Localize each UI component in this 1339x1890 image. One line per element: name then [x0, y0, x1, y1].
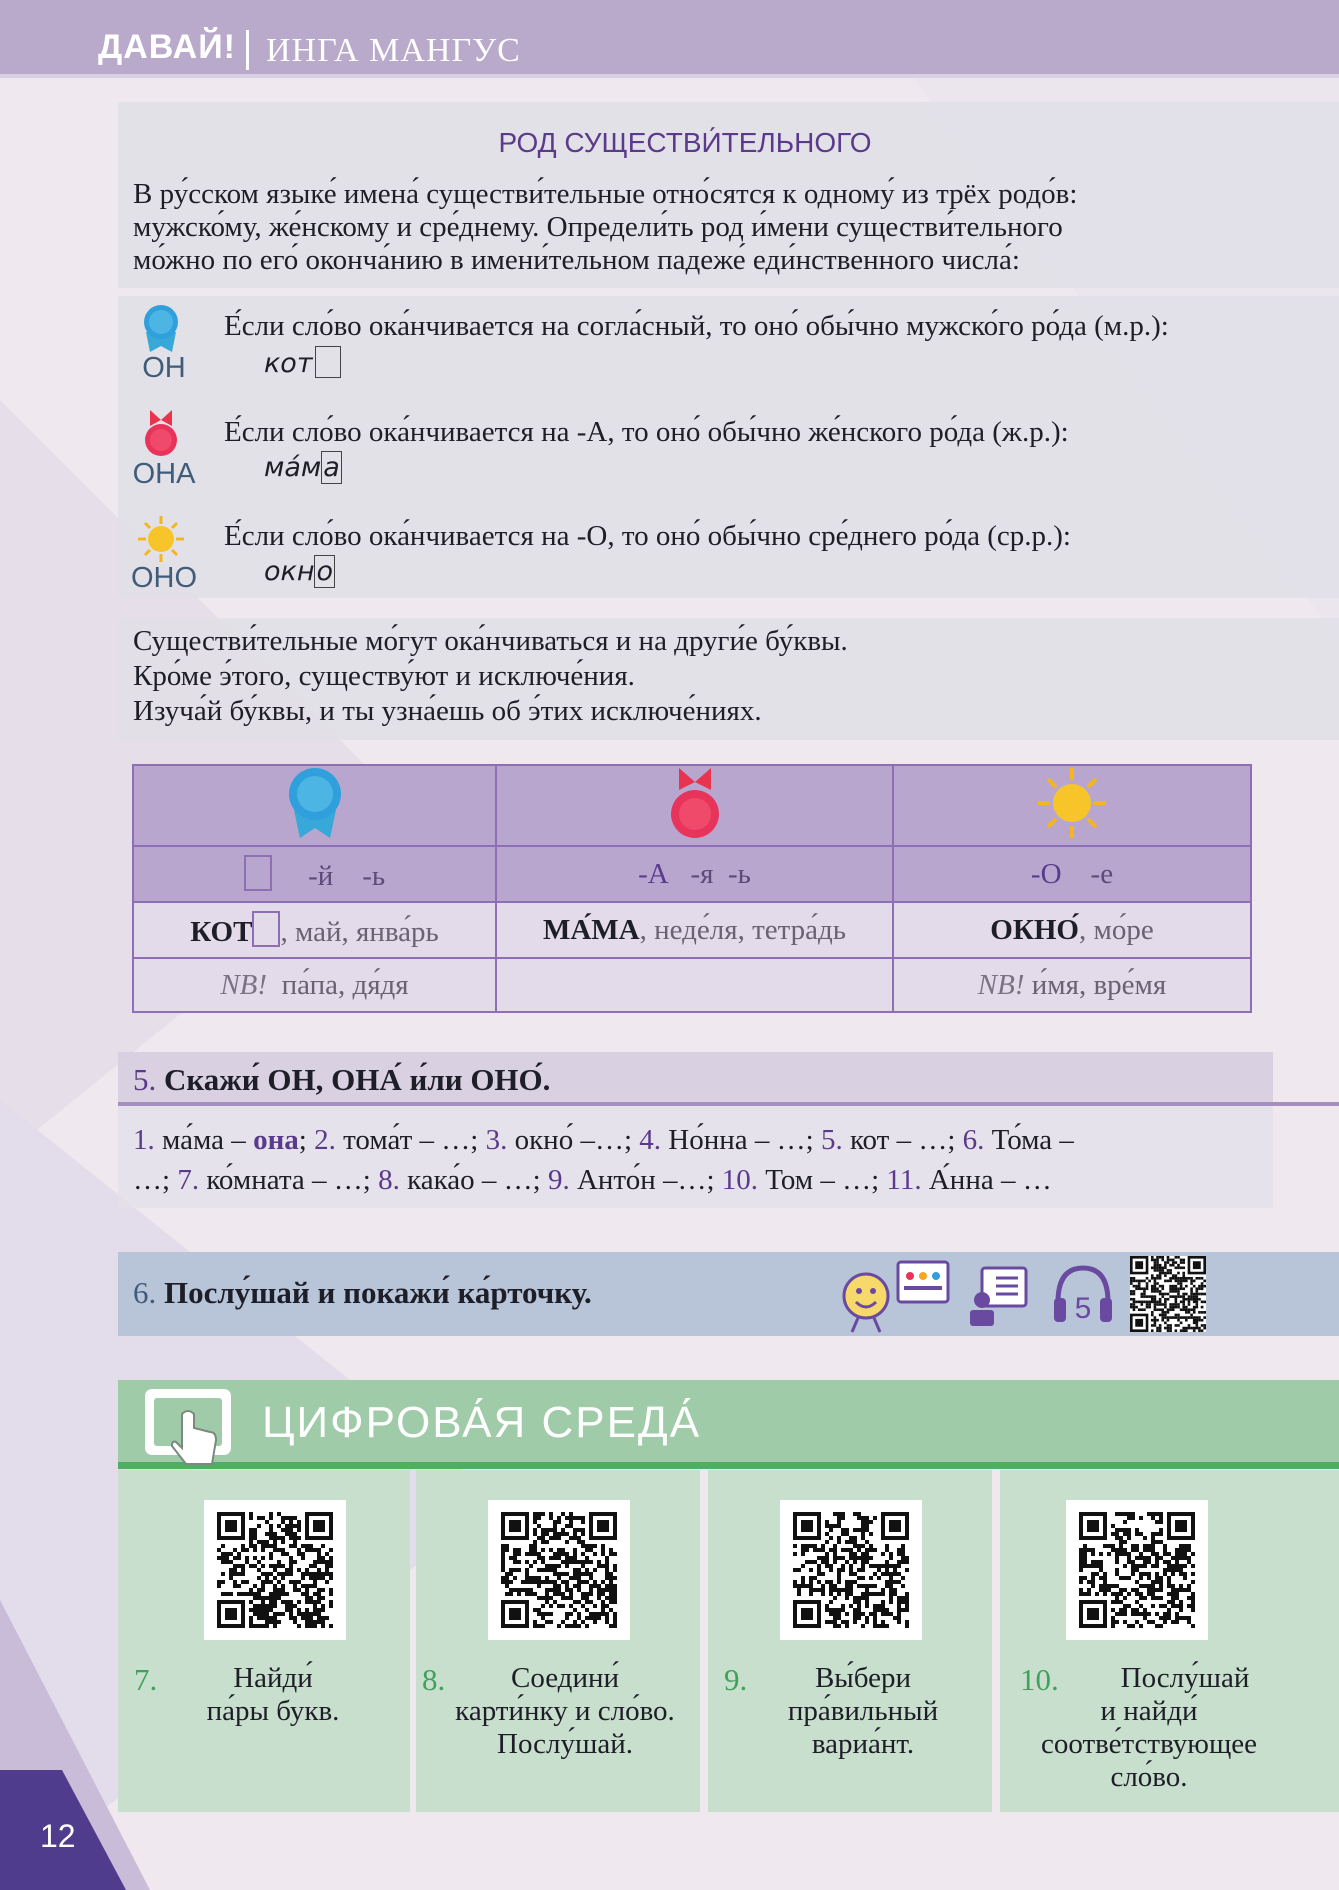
- digital-card-7[interactable]: [118, 1470, 410, 1812]
- ending-main: -А: [638, 857, 669, 890]
- table-examples-row: [133, 902, 1251, 958]
- gender-example-okno: [264, 556, 335, 587]
- table-cell: [893, 902, 1251, 958]
- table-cell: [133, 765, 496, 846]
- item-text: ма́ма –: [162, 1124, 254, 1156]
- exercise-line: [133, 1160, 1074, 1200]
- exception-words: па́па, дя́дя: [281, 968, 409, 1001]
- presentation-icon: [968, 1264, 1030, 1328]
- item-text: Но́нна – …;: [668, 1124, 821, 1156]
- exceptions-note: [133, 624, 848, 729]
- blue-medal-icon: [284, 766, 346, 840]
- example-rest: , неде́ля, тетра́дь: [639, 913, 846, 946]
- item-number: 8.: [378, 1164, 400, 1196]
- table-exceptions-row: [133, 958, 1251, 1012]
- header-divider: [0, 74, 1339, 78]
- card-line: карти́нку и сло́во.: [455, 1695, 675, 1727]
- example-word: кот: [264, 348, 313, 379]
- table-cell: [496, 846, 893, 902]
- item-text: тома́т – …;: [343, 1124, 486, 1156]
- book-author: ИНГА МАНГУС: [266, 32, 521, 69]
- card-number: 9.: [724, 1662, 748, 1697]
- empty-ending-box: [252, 911, 280, 947]
- gender-example-kot: [264, 346, 341, 379]
- card-line: Послу́шай.: [497, 1728, 633, 1760]
- intro-line: мужско́му, же́нскому и сре́днему. Определи́ть род и́мени существи́тельного: [133, 211, 1063, 243]
- card-number: 7.: [134, 1662, 158, 1697]
- item-text: А́нна – …: [928, 1164, 1052, 1196]
- gender-rule-neuter: [118, 506, 1338, 606]
- example-rest: , май, янва́рь: [280, 916, 439, 948]
- gender-rule-feminine: [118, 402, 1338, 502]
- item-number: 7.: [177, 1164, 200, 1196]
- page-number: 12: [40, 1818, 76, 1854]
- sun-icon: [1034, 766, 1110, 840]
- book-brand: ДАВАЙ!: [98, 28, 236, 66]
- digital-section-title: ЦИФРОВА́Я СРЕДА́: [262, 1398, 702, 1447]
- intro-line: В ру́сском языке́ имена́ существи́тельные отно́сятся к одному́ из трёх родо́в:: [133, 178, 1078, 210]
- gender-rule-masculine: [118, 296, 1338, 396]
- ending: -й: [308, 860, 334, 892]
- nb-mark: NB!: [977, 968, 1025, 1001]
- note-line: Существи́тельные мо́гут ока́нчиваться и на други́е бу́квы.: [133, 625, 848, 657]
- digital-section-bar: [118, 1462, 1339, 1469]
- example-stem: окн: [264, 556, 315, 587]
- empty-ending-box: [315, 346, 341, 378]
- tablet-touch-icon: [142, 1384, 238, 1468]
- item-text: То́ма –: [991, 1124, 1074, 1156]
- item-number: 4.: [639, 1124, 662, 1156]
- exercise-number: 5.: [133, 1062, 157, 1097]
- card-line: Соедини́: [511, 1662, 619, 1694]
- example-stem: ма́м: [264, 452, 322, 483]
- table-cell: [496, 958, 893, 1012]
- exercise5-items: [133, 1120, 1074, 1200]
- grammar-intro: [133, 178, 1293, 277]
- card-instruction: [430, 1662, 700, 1761]
- digital-card-8[interactable]: [416, 1470, 700, 1812]
- exercise-instruction: Послу́шай и покажи́ ка́рточку.: [164, 1275, 592, 1310]
- table-cell: [133, 902, 496, 958]
- ending: -я: [690, 857, 714, 890]
- item-text: Анто́н –…;: [576, 1164, 722, 1196]
- example-bold: МА́МА: [542, 913, 640, 946]
- qr-code-icon[interactable]: [204, 1500, 346, 1640]
- example-bold: КОТ: [190, 916, 253, 948]
- table-cell: [496, 902, 893, 958]
- table-cell: [893, 958, 1251, 1012]
- card-number: 10.: [1020, 1662, 1059, 1697]
- card-number: 8.: [422, 1662, 446, 1697]
- example-ending: а: [323, 452, 340, 483]
- item-separator: ;: [298, 1124, 315, 1156]
- item-text: кака́о – …;: [407, 1164, 548, 1196]
- table-endings-row: [133, 846, 1251, 902]
- ending: -ь: [362, 860, 386, 892]
- item-number: 5.: [820, 1124, 843, 1156]
- character-card-icon: [838, 1258, 952, 1334]
- qr-code-icon[interactable]: [780, 1500, 922, 1640]
- note-line: Кро́ме э́того, существу́ют и исключе́ния.: [133, 660, 635, 692]
- item-number: 10.: [721, 1164, 759, 1196]
- card-instruction: [1016, 1662, 1282, 1794]
- ending-main: -О: [1030, 857, 1062, 890]
- item-number: 11.: [886, 1164, 922, 1196]
- gender-label-he: ОН: [142, 352, 186, 384]
- intro-line: мо́жно по его́ оконча́нию в имени́тельном падеже́ еди́нственного числа́:: [133, 244, 1020, 276]
- item-number: 6.: [962, 1124, 985, 1156]
- table-cell: [893, 846, 1251, 902]
- item-number: 9.: [547, 1164, 570, 1196]
- exercise-number: 6.: [133, 1275, 157, 1310]
- item-text: …;: [133, 1164, 178, 1196]
- item-text: окно́ –…;: [514, 1124, 640, 1156]
- note-line: Изуча́й бу́квы, и ты узна́ешь об э́тих исключе́ниях.: [133, 695, 762, 727]
- table-cell: [496, 765, 893, 846]
- example-rest: , мо́ре: [1078, 913, 1154, 946]
- qr-code-icon[interactable]: [1066, 1500, 1208, 1640]
- ending: -ь: [727, 857, 751, 890]
- card-line: сло́во.: [1110, 1761, 1188, 1793]
- card-line: Вы́бери: [814, 1662, 912, 1694]
- card-line: Послу́шай: [1120, 1662, 1250, 1694]
- red-medal-icon: [667, 766, 723, 840]
- item-number: 1.: [133, 1124, 155, 1156]
- item-text: кот – …;: [849, 1124, 963, 1156]
- empty-ending-box: [244, 855, 272, 891]
- red-medal-icon: [134, 408, 188, 462]
- exercise-instruction: Скажи́ ОН, ОНА́ и́ли ОНО́.: [164, 1062, 551, 1097]
- card-instruction: [158, 1662, 388, 1728]
- exception-words: и́мя, вре́мя: [1031, 968, 1167, 1001]
- item-number: 2.: [314, 1124, 336, 1156]
- gender-example-mama: [264, 452, 342, 483]
- card-line: соотве́тствующее: [1040, 1728, 1258, 1760]
- table-cell: [893, 765, 1251, 846]
- card-line: пра́вильный: [787, 1695, 939, 1727]
- sun-icon: [134, 512, 188, 566]
- table-icon-row: [133, 765, 1251, 846]
- card-line: па́ры букв.: [206, 1695, 340, 1727]
- example-bold: ОКНО́: [990, 913, 1079, 946]
- digital-card-9[interactable]: [708, 1470, 992, 1812]
- endings-table: [132, 764, 1252, 1013]
- gender-rule-text: Е́сли сло́во ока́нчивается на -А, то оно́ обы́чно же́нского ро́да (ж.р.):: [224, 416, 1069, 448]
- exercise6-title: [133, 1275, 592, 1311]
- item-number: 3.: [485, 1124, 508, 1156]
- table-cell: [133, 846, 496, 902]
- qr-code-icon[interactable]: [1130, 1256, 1206, 1332]
- qr-code-icon[interactable]: [488, 1500, 630, 1640]
- audio-track-number: 5: [1074, 1292, 1092, 1325]
- example-ending: о: [316, 556, 334, 587]
- ending: -е: [1090, 857, 1114, 890]
- card-line: и найди́: [1100, 1695, 1198, 1727]
- grammar-title: РОД СУЩЕСТВИ́ТЕЛЬНОГО: [498, 127, 872, 158]
- headphones-icon: [1050, 1262, 1116, 1328]
- header-separator: [246, 30, 249, 70]
- exercise-line: [133, 1120, 1074, 1160]
- gender-label-she: ОНА: [132, 458, 196, 490]
- gender-rule-text: Е́сли сло́во ока́нчивается на -О, то оно́ обы́чно сре́днего ро́да (ср.р.):: [224, 520, 1071, 552]
- blue-medal-icon: [134, 302, 188, 356]
- item-answer: она: [253, 1124, 299, 1156]
- card-instruction: [738, 1662, 988, 1761]
- digital-card-10[interactable]: [1000, 1470, 1339, 1812]
- nb-mark: NB!: [220, 968, 268, 1001]
- gender-label-it: ОНО: [130, 562, 198, 594]
- item-text: ко́мната – …;: [206, 1164, 379, 1196]
- table-cell: [133, 958, 496, 1012]
- gender-rule-text: Е́сли сло́во ока́нчивается на согла́сный, то оно́ обы́чно мужско́го ро́да (м.р.):: [224, 310, 1169, 342]
- card-line: вариа́нт.: [811, 1728, 915, 1760]
- exercise5-title: [133, 1062, 550, 1098]
- card-line: Найди́: [233, 1662, 313, 1694]
- item-text: Том – …;: [765, 1164, 887, 1196]
